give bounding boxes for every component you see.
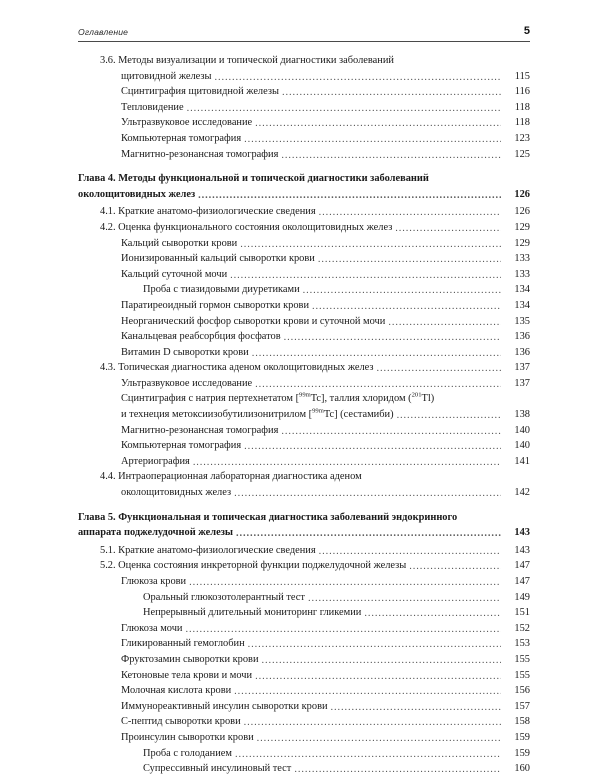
toc-leader-dots: [377, 364, 501, 375]
toc-entry-page-number: 118: [514, 117, 530, 129]
toc-entry-label: Витамин D сыворотки крови: [121, 346, 249, 358]
toc-entry-page-number: 156: [514, 685, 530, 697]
toc-entry-page-number: 159: [514, 747, 530, 759]
toc-entry-page-number: 133: [514, 253, 530, 265]
toc-entry-label: 4.2. Оценка функционального состояния околощитовидных желез: [100, 221, 393, 233]
toc-entry-label: Иммунореактивный инсулин сыворотки крови: [121, 700, 328, 712]
toc-entry[interactable]: [100, 220, 530, 236]
toc-entry[interactable]: [121, 329, 530, 345]
toc-leader-dots: [282, 88, 501, 99]
toc-entry[interactable]: [143, 605, 530, 621]
toc-entry-label: Гликированный гемоглобин: [121, 638, 245, 650]
toc-entry[interactable]: [100, 469, 530, 485]
toc-leader-dots: [193, 457, 501, 468]
toc-entry[interactable]: [121, 115, 530, 131]
toc-entry[interactable]: [121, 574, 530, 590]
toc-entry[interactable]: [121, 314, 530, 330]
toc-entry-label: Кальций сыворотки крови: [121, 237, 238, 249]
toc-leader-dots: [236, 529, 501, 540]
toc-entry-label: Непрерывный длительный мониторинг гликемии: [143, 607, 362, 619]
toc-leader-dots: [255, 119, 501, 130]
page-number: 5: [523, 25, 530, 37]
header-rule: [78, 41, 530, 42]
toc-entry-page-number: 140: [514, 424, 530, 436]
toc-entry[interactable]: [100, 558, 530, 574]
toc-leader-dots: [248, 640, 501, 651]
toc-entry-label: Оральный глюкозотолерантный тест: [143, 591, 305, 603]
toc-entry[interactable]: [143, 590, 530, 606]
toc-leader-dots: [215, 72, 502, 83]
toc-entry-page-number: 147: [514, 560, 530, 572]
toc-entry-page-number: 152: [514, 622, 530, 634]
toc-entry-label: аппарата поджелудочной железы: [78, 527, 234, 539]
toc-entry[interactable]: [100, 204, 530, 220]
toc-entry-label: Компьютерная томография: [121, 440, 242, 452]
toc-entry-label: Проинсулин сыворотки крови: [121, 731, 254, 743]
toc-entry[interactable]: [143, 746, 530, 762]
toc-leader-dots: [187, 103, 501, 114]
running-header: [78, 26, 530, 37]
toc-entry[interactable]: [121, 251, 530, 267]
toc-entry-label: 5.1. Краткие анатомо-физиологические сведения: [100, 544, 316, 556]
toc-entry-label: 4.4. Интраоперационная лабораторная диагностика аденом: [100, 471, 362, 483]
toc-leader-dots: [255, 379, 501, 390]
toc-entry-label: Проба с голоданием: [143, 747, 232, 759]
toc-entry-page-number: 123: [514, 132, 530, 144]
toc-leader-dots: [312, 302, 501, 313]
toc-entry-label: Артериография: [121, 455, 190, 467]
toc-entry[interactable]: [121, 621, 530, 637]
toc-leader-dots: [284, 333, 501, 344]
toc-entry[interactable]: [143, 761, 530, 777]
toc-entry-page-number: 137: [514, 362, 530, 374]
toc-entry-label: Ионизированный кальций сыворотки крови: [121, 253, 315, 265]
toc-chapter-entry[interactable]: [78, 187, 530, 203]
toc-entry-label: Проба с тиазидовыми диуретиками: [143, 284, 300, 296]
toc-leader-dots: [186, 624, 502, 635]
toc-entry-label: Неорганический фосфор сыворотки крови и суточной мочи: [121, 315, 386, 327]
toc-entry-label: Глюкоза крови: [121, 576, 187, 587]
toc-entry-page-number: 126: [514, 188, 530, 200]
toc-entry[interactable]: [121, 423, 530, 439]
toc-entry-page-number: 159: [514, 731, 530, 743]
toc-entry-label: 5.2. Оценка состояния инкреторной функции поджелудочной железы: [100, 560, 407, 572]
toc-entry-label: Магнитно-резонансная томография: [121, 148, 279, 160]
toc-entry[interactable]: [121, 298, 530, 314]
toc-entry[interactable]: [121, 668, 530, 684]
toc-entry-label: и технеция метоксиизобутилизонитрилом [$^{99m}$Tc] (сестамиби): [121, 407, 394, 421]
toc-entry-label: околощитовидных желез: [78, 188, 196, 200]
toc-entry-page-number: 143: [514, 544, 530, 556]
toc-leader-dots: [240, 239, 501, 250]
toc-entry[interactable]: [121, 652, 530, 668]
toc-entry[interactable]: [100, 543, 530, 559]
toc-entry-label: Глава 5. Функциональная и топическая диагностика заболеваний эндокринного: [78, 511, 458, 523]
toc-entry-label: Компьютерная томография: [121, 132, 242, 144]
toc-leader-dots: [281, 426, 501, 437]
toc-leader-dots: [318, 255, 501, 266]
toc-entry-label: Ультразвуковое исследование: [121, 117, 253, 129]
toc-leader-dots: [409, 562, 501, 573]
toc-leader-dots: [244, 718, 501, 729]
toc-entry[interactable]: [121, 236, 530, 252]
toc-leader-dots: [319, 208, 501, 219]
toc-entry-page-number: 134: [514, 284, 530, 296]
toc-entry[interactable]: [143, 282, 530, 298]
toc-entry-page-number: 149: [514, 591, 530, 603]
toc-entry[interactable]: [121, 376, 530, 392]
toc-entry-label: Магнитно-резонансная томография: [121, 424, 279, 436]
toc-entry-label: Супрессивный инсулиновый тест: [143, 763, 292, 775]
toc-leader-dots: [294, 765, 501, 776]
toc-entry[interactable]: [121, 485, 530, 501]
toc-entry[interactable]: [121, 100, 530, 116]
toc-entry-page-number: 147: [514, 576, 530, 587]
toc-entry-page-number: 157: [514, 700, 530, 712]
toc-leader-dots: [244, 442, 501, 453]
toc-entry-label: Сцинтиграфия с натрия пертехнетатом [$^{99m}$Tc], таллия хлоридом ($^{201}$Tl): [121, 392, 435, 405]
toc-entry-page-number: 129: [514, 221, 530, 233]
toc-leader-dots: [235, 749, 501, 760]
toc-chapter-entry[interactable]: [78, 510, 530, 526]
toc-entry-page-number: 140: [514, 440, 530, 452]
toc-entry-page-number: 133: [514, 268, 530, 280]
toc-leader-dots: [397, 411, 501, 422]
toc-entry-page-number: 116: [514, 86, 530, 98]
toc-entry[interactable]: [100, 360, 530, 376]
toc-leader-dots: [230, 270, 501, 281]
toc-entry-label: Паратиреоидный гормон сыворотки крови: [121, 299, 309, 311]
toc-entry-label: 4.3. Топическая диагностика аденом околощитовидных желез: [100, 362, 374, 374]
toc-entry[interactable]: [121, 730, 530, 746]
toc-leader-dots: [319, 546, 501, 557]
toc-leader-dots: [388, 317, 501, 328]
toc-entry-label: Кальций суточной мочи: [121, 268, 228, 280]
toc-leader-dots: [244, 135, 501, 146]
toc-entry-label: щитовидной железы: [121, 70, 212, 82]
toc-entry-page-number: 135: [514, 315, 530, 327]
toc-entry[interactable]: [121, 699, 530, 715]
toc-entry[interactable]: [121, 267, 530, 283]
toc-entry-label: Молочная кислота крови: [121, 685, 232, 697]
toc-entry[interactable]: [121, 345, 530, 361]
toc-entry[interactable]: [121, 683, 530, 699]
toc-entry-page-number: 143: [514, 527, 530, 539]
toc-leader-dots: [252, 348, 501, 359]
toc-entry-label: Кетоновые тела крови и мочи: [121, 669, 253, 681]
toc-entry-page-number: 118: [514, 101, 530, 113]
toc-chapter-entry[interactable]: [78, 525, 530, 541]
toc-entry-page-number: 151: [514, 607, 530, 619]
toc-entry-page-number: 137: [514, 377, 530, 389]
toc-entry[interactable]: [121, 636, 530, 652]
table-of-contents: [78, 53, 530, 777]
toc-leader-dots: [234, 687, 501, 698]
toc-leader-dots: [331, 702, 501, 713]
toc-entry-page-number: 141: [514, 455, 530, 467]
toc-entry-page-number: 125: [514, 148, 530, 160]
toc-entry[interactable]: [121, 407, 530, 423]
toc-entry-label: околощитовидных желез: [121, 487, 232, 499]
toc-entry-page-number: 136: [514, 346, 530, 358]
toc-entry-label: Глюкоза мочи: [121, 622, 183, 634]
toc-entry-page-number: 129: [514, 237, 530, 249]
toc-entry[interactable]: [121, 147, 530, 163]
toc-entry-label: Канальцевая реабсорбция фосфатов: [121, 331, 281, 343]
toc-entry-page-number: 155: [514, 653, 530, 665]
toc-leader-dots: [198, 190, 501, 201]
toc-entry-page-number: 155: [514, 669, 530, 681]
toc-entry[interactable]: [121, 714, 530, 730]
toc-entry-label: С-пептид сыворотки крови: [121, 716, 241, 728]
toc-leader-dots: [262, 656, 501, 667]
toc-entry-page-number: 126: [514, 206, 530, 218]
toc-entry-label: Сцинтиграфия щитовидной железы: [121, 86, 279, 98]
toc-leader-dots: [257, 734, 501, 745]
toc-entry-page-number: 138: [514, 409, 530, 421]
toc-leader-dots: [395, 224, 501, 235]
toc-leader-dots: [308, 593, 501, 604]
toc-entry[interactable]: [121, 438, 530, 454]
toc-entry-label: Фруктозамин сыворотки крови: [121, 653, 259, 665]
toc-leader-dots: [364, 609, 501, 620]
toc-entry-label: Ультразвуковое исследование: [121, 377, 253, 389]
toc-chapter-entry[interactable]: [78, 171, 530, 187]
toc-entry-page-number: 134: [514, 299, 530, 311]
header-title: Оглавление: [78, 27, 129, 38]
toc-entry-label: 3.6. Методы визуализации и топической диагностики заболеваний: [100, 55, 394, 66]
toc-entry-label: Тепловидение: [121, 101, 184, 113]
toc-entry-page-number: 158: [514, 716, 530, 728]
toc-entry[interactable]: [121, 131, 530, 147]
toc-leader-dots: [189, 578, 501, 589]
toc-entry-page-number: 153: [514, 638, 530, 650]
toc-leader-dots: [234, 489, 501, 500]
toc-entry[interactable]: [121, 391, 530, 407]
toc-entry[interactable]: [121, 454, 530, 470]
toc-entry-page-number: 160: [514, 763, 530, 775]
toc-leader-dots: [255, 671, 501, 682]
toc-entry-page-number: 136: [514, 331, 530, 343]
toc-entry-page-number: 142: [514, 487, 530, 499]
toc-entry[interactable]: [100, 53, 530, 69]
toc-entry-page-number: 115: [514, 70, 530, 82]
toc-entry-label: Глава 4. Методы функциональной и топической диагностики заболеваний: [78, 173, 429, 185]
toc-leader-dots: [281, 150, 501, 161]
toc-entry[interactable]: [121, 69, 530, 85]
toc-leader-dots: [303, 286, 501, 297]
toc-entry-label: 4.1. Краткие анатомо-физиологические сведения: [100, 206, 316, 218]
toc-entry[interactable]: [121, 84, 530, 100]
